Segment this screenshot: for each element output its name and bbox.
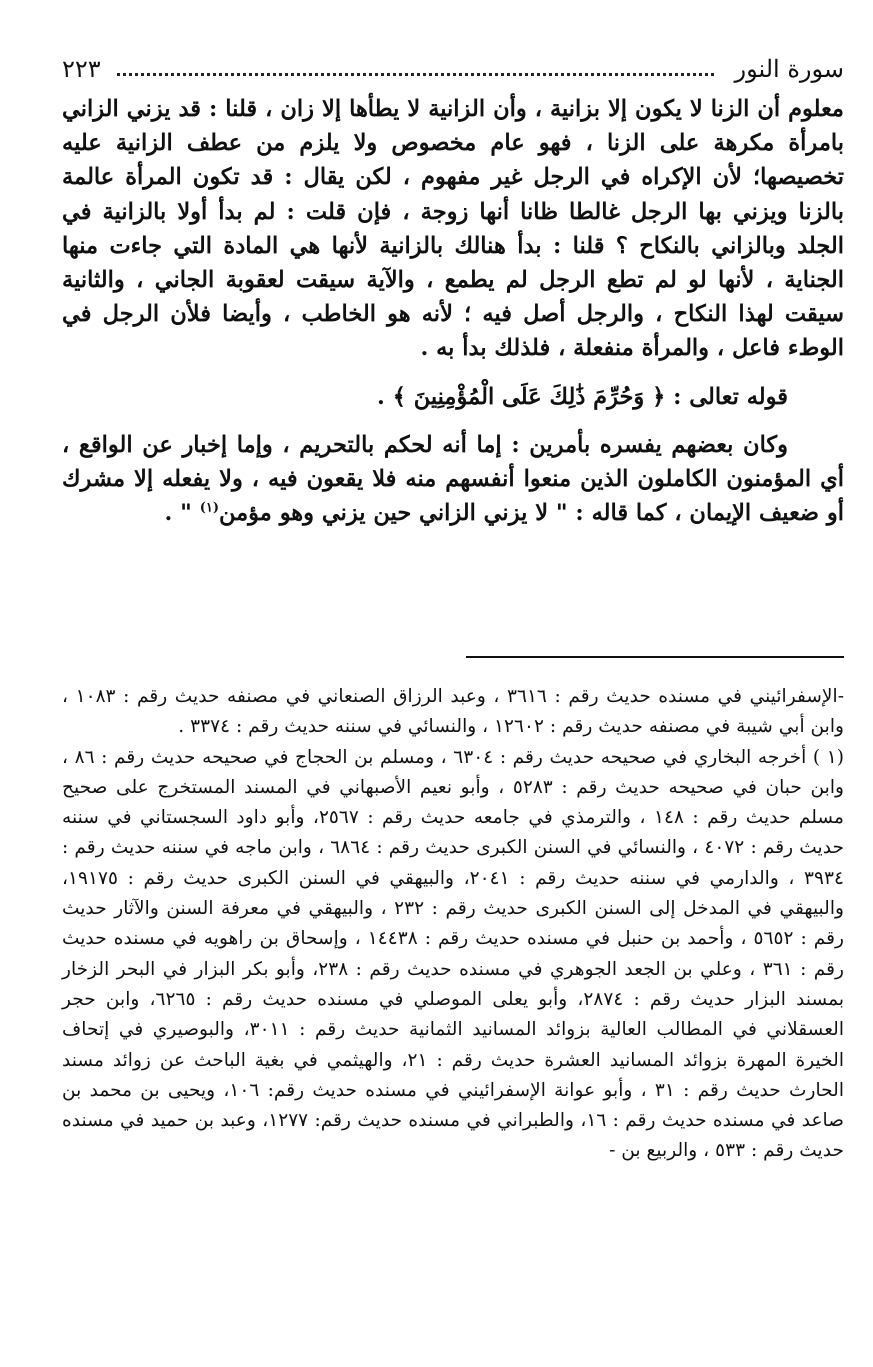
interpretation-end: " . (164, 500, 200, 527)
verse-tail: . (377, 383, 393, 410)
surah-title: سورة النور (734, 55, 844, 83)
footnote-separator (466, 656, 844, 658)
footnote-1: (١ ) أخرجه البخاري في صحيحه حديث رقم : ٦٣٠٤ ، ومسلم بن الحجاج في صحيحه حديث رقم : ٨٦ ، وابن حبان في صحيحه حديث رقم : ٥٢٨٣ ، وأبو نعيم الأصبهاني في المسند المستخرج على صحيح مسلم حديث رقم : ١٤٨ ، والترمذي في جامعه حديث رقم : ٢٥٦٧، وأبو داود السجستاني في سننه حديث رقم : ٤٠٧٢ ، والنسائي في السنن الكبرى حديث رقم : ٦٨٦٤ ، وابن ماجه في سننه حديث رقم : ٣٩٣٤ ، والدارمي في سننه حديث رقم : ٢٠٤١، والبيهقي في السنن الكبرى حديث رقم : ١٩١٧٥، والبيهقي في المدخل إلى السنن الكبرى حديث رقم : ٢٣٢ ، والبيهقي في معرفة السنن والآثار حديث رقم : ٥٦٥٢ ، وأحمد بن حنبل في مسنده حديث رقم : ١٤٤٣٨ ، وإسحاق بن راهويه في مسنده حديث رقم : ٣٦١ ، وعلي بن الجعد الجوهري في مسنده حديث رقم : ٢٣٨، وأبو بكر البزار في البحر الزخار بمسند البزار حديث رقم : ٢٨٧٤، وأبو يعلى الموصلي في مسنده حديث رقم : ٦٢٦٥، وابن حجر العسقلاني في المطالب العالية بزوائد المسانيد الثمانية حديث رقم : ٣٠١١، والبوصيري في إتحاف الخيرة المهرة بزوائد المسانيد العشرة حديث رقم : ٢١، والهيثمي في بغية الباحث عن زوائد مسند الحارث حديث رقم : ٣١ ، وأبو عوانة الإسفرائيني في مسنده حديث رقم: ١٠٦، ويحيى بن محمد بن صاعد في مسنده حديث رقم : ١٦، والطبراني في مسنده حديث رقم: ١٢٧٧، وعبد بن حميد في مسنده حديث رقم : ٥٣٣ ، والربيع بن - (62, 746, 845, 1162)
paragraph-verse (62, 380, 844, 414)
quran-verse: ﴿ وَحُرِّمَ ذَٰلِكَ عَلَى الْمُؤْمِنِينَ ﴾ (392, 383, 666, 410)
interpretation-text: وكان بعضهم يفسره بأمرين : إما أنه لحكم بالتحريم ، وإما إخبار عن الواقع ، أي المؤمنون الكاملون الذين منعوا أنفسهم منه فلا يقعون فيه ، ولا يفعله إلا مشرك أو ضعيف الإيمان ، كما قاله : " لا يزني الزاني حين يزني وهو مؤمن (62, 431, 844, 527)
page-number: ٢٢٣ (62, 55, 101, 83)
footnotes (62, 682, 844, 1167)
verse-intro: قوله تعالى : (665, 383, 788, 410)
footnote-marker: (١) (199, 500, 219, 516)
main-text (62, 92, 844, 530)
header-dotted-leader (117, 63, 715, 76)
paragraph-commentary: معلوم أن الزنا لا يكون إلا بزانية ، وأن الزانية لا يطأها إلا زان ، قلنا : قد يزني الزاني بامرأة مكرهة على الزنا ، فهو عام مخصوص ولا يلزم من عطف الزانية عليه تخصيصها؛ لأن الإكراه في الرجل غير مفهوم ، لكن يقال : قد تكون المرأة عالمة بالزنا ويزني بها الرجل غالطا ظانا أنها زوجة ، فإن قلت : لم بدأ أولا بالزانية في الجلد وبالزاني بالنكاح ؟ قلنا : بدأ هنالك بالزانية لأنها هي المادة التي جاءت منها الجناية ، لأنها لو لم تطع الرجل لم يطمع ، والآية سيقت لعقوبة الجاني ، والثانية سيقت لهذا النكاح ، والرجل أصل فيه ؛ لأنه هو الخاطب ، وأيضا فلأن الرجل في الوطء فاعل ، والمرأة منفعلة ، فلذلك بدأ به . (62, 96, 844, 362)
paragraph-interpretation (62, 428, 844, 531)
page-header (62, 52, 844, 86)
footnote-continuation: -الإسفرائيني في مسنده حديث رقم : ٣٦١٦ ، وعبد الرزاق الصنعاني في مصنفه حديث رقم : ١٠٨٣ ، وابن أبي شيبة في مصنفه حديث رقم : ١٢٦٠٢ ، والنسائي في سننه حديث رقم : ٣٣٧٤ . (62, 686, 844, 738)
